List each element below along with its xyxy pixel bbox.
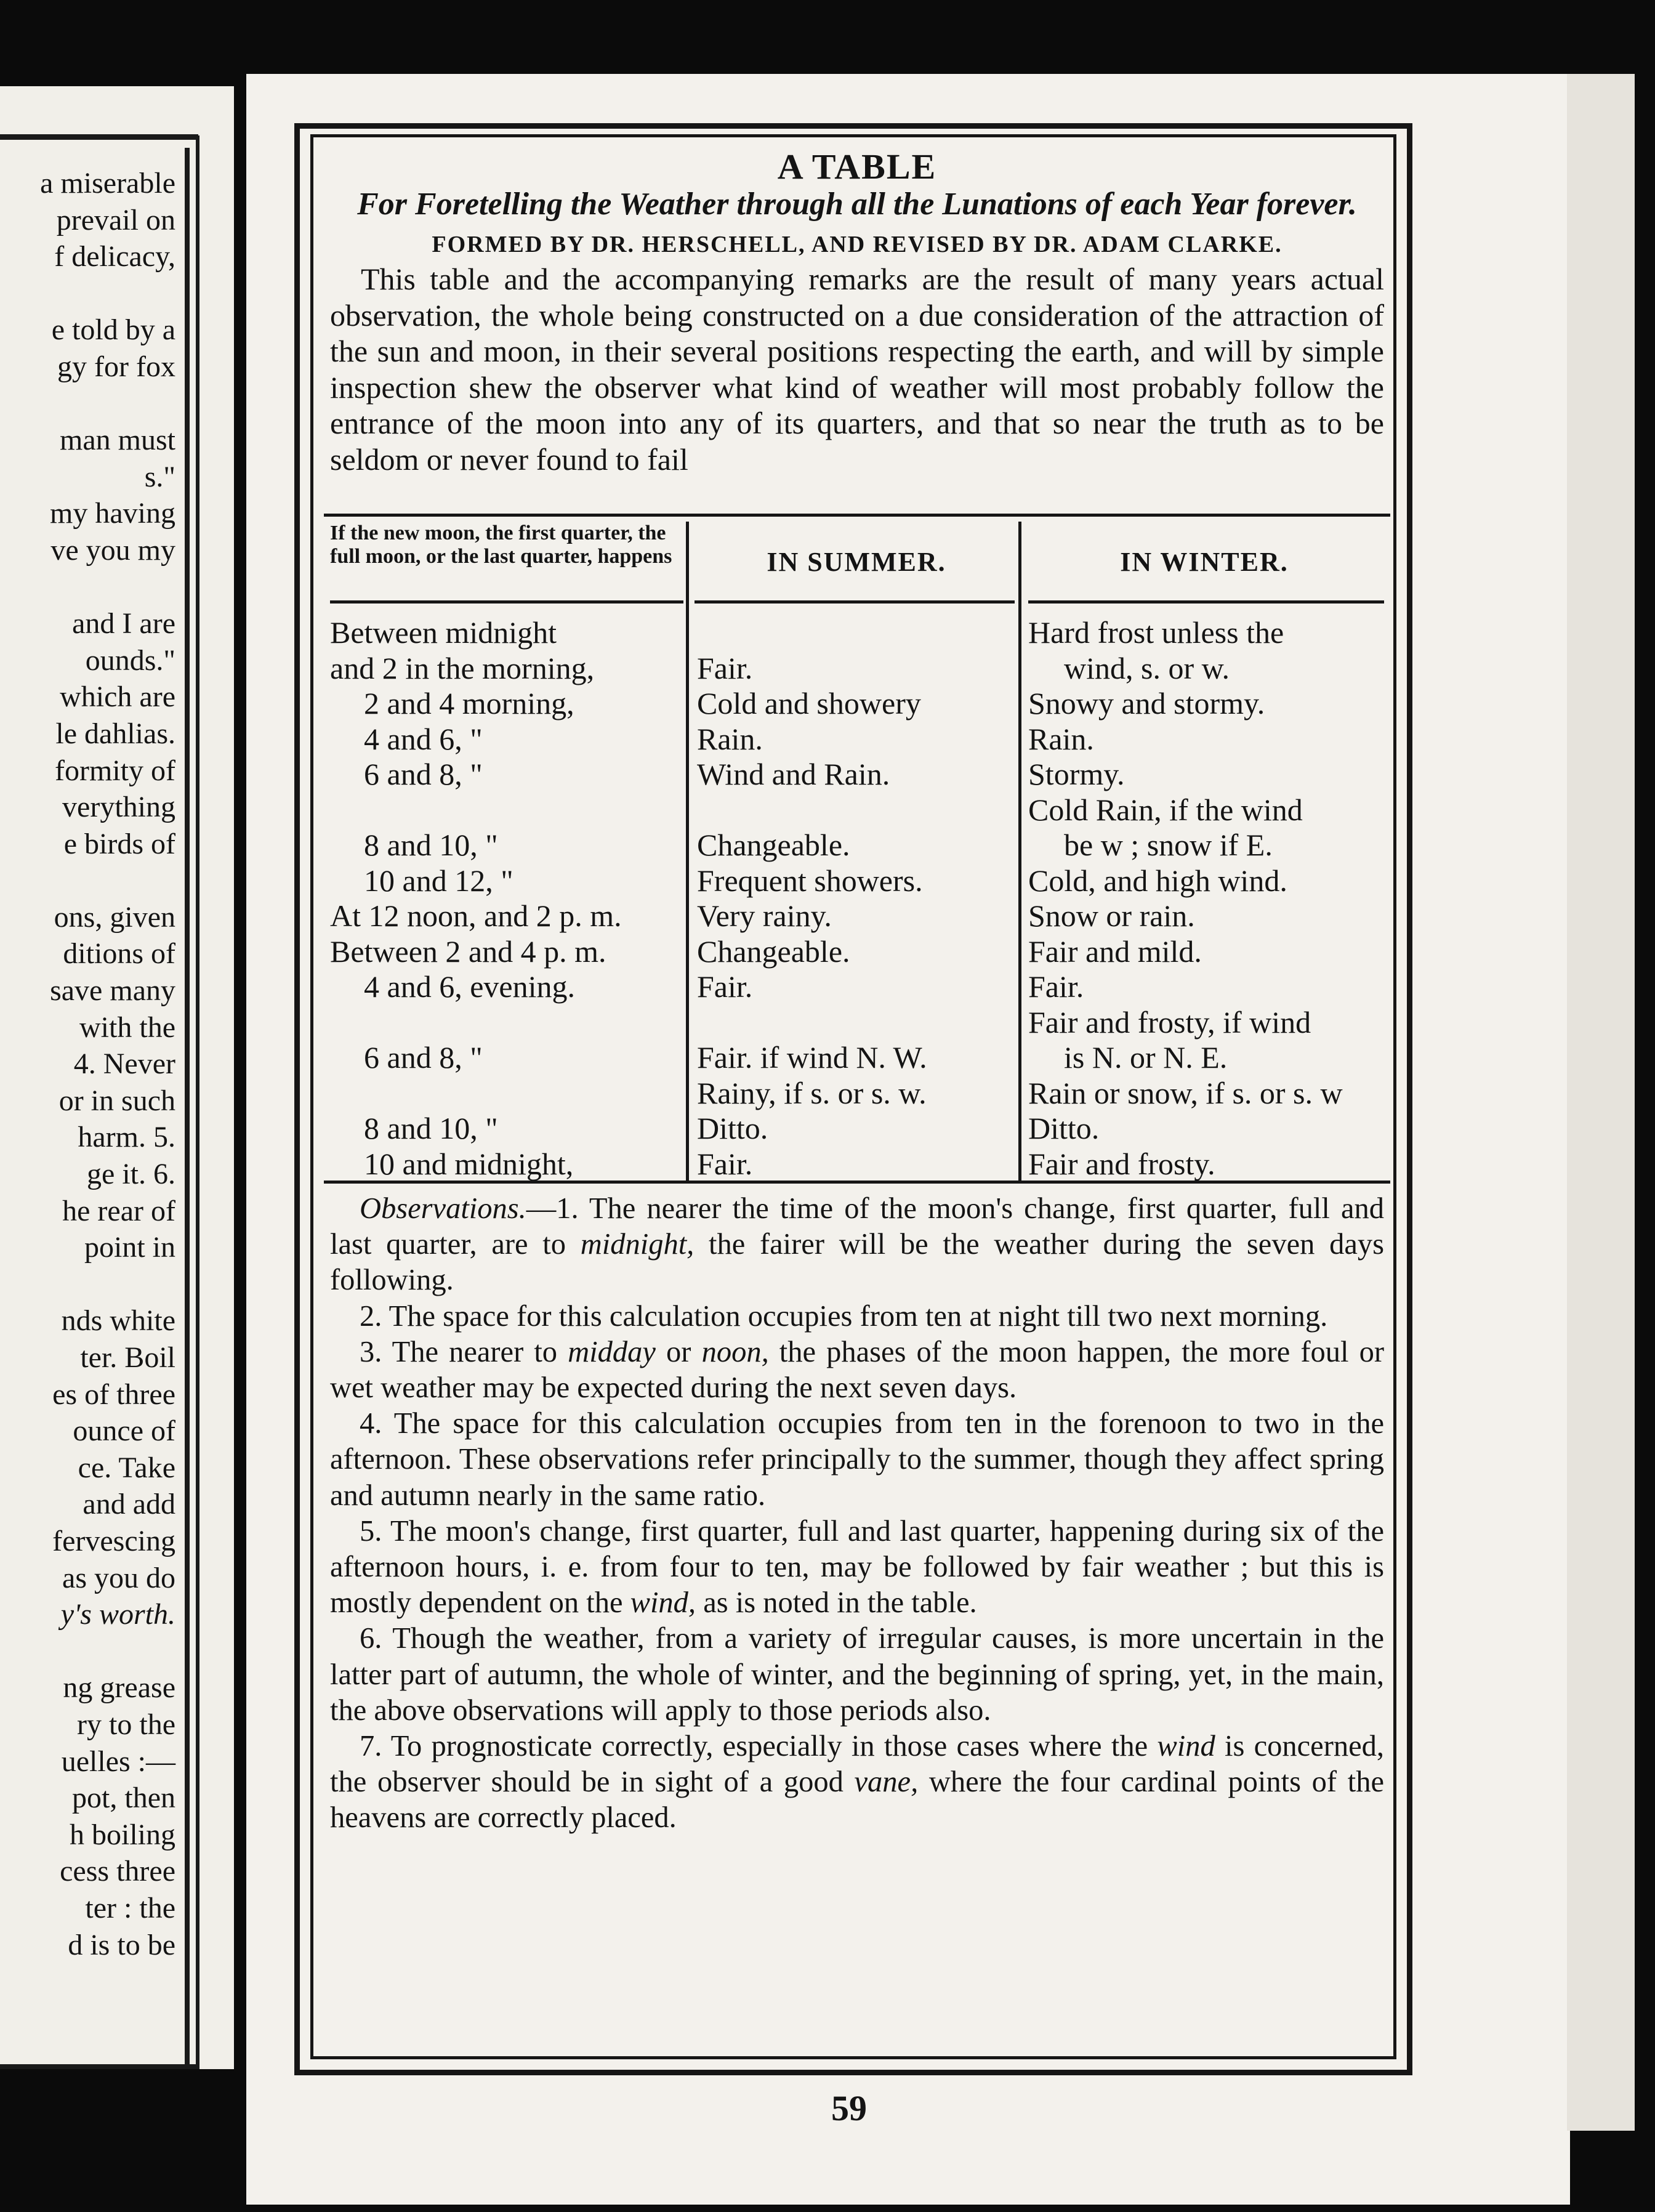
observation-6: 6. Though the weather, from a variety of irregular causes, is more uncertain in the latter part of autumn, the whole of winter, and the beginning of spring, yet, in the main, the above observations will apply to those periods also. xyxy=(330,1622,1384,1727)
observation-3: 3. The nearer to midday or noon, the phases of the moon happen, the more foul or wet weather may be expected during the next seven days. xyxy=(330,1335,1384,1405)
cell-winter: Snow or rain. xyxy=(1028,898,1195,933)
left-page-line: cess three xyxy=(60,1855,175,1888)
left-page-line xyxy=(0,569,175,606)
cell-when: 4 and 6, " xyxy=(364,721,483,756)
cell-when: 6 and 8, " xyxy=(364,757,483,791)
cell-winter: Cold Rain, if the wind xyxy=(1028,792,1303,827)
left-page-line: le dahlias. xyxy=(55,717,175,750)
left-page-line: ce. Take xyxy=(78,1451,175,1484)
cell-summer: Changeable. xyxy=(697,934,850,969)
left-page-line: es of three xyxy=(52,1378,175,1411)
left-page-line: ter : the xyxy=(85,1891,175,1924)
left-page-line xyxy=(0,275,175,312)
observation-4: 4. The space for this calculation occupies from ten in the forenoon to two in the afternoon. These observations refer principally to the summer, though they affect spring and autumn nearly in the same ratio. xyxy=(330,1407,1384,1512)
left-page-line: y's worth. xyxy=(60,1598,175,1631)
cell-summer: Fair. if wind N. W. xyxy=(697,1040,927,1075)
left-page-line: fervescing xyxy=(52,1524,175,1557)
left-page-line: or in such xyxy=(58,1084,175,1117)
table-article xyxy=(330,148,1384,1836)
left-page-border xyxy=(185,148,190,2069)
left-page-border-outer xyxy=(196,135,199,2069)
left-page-line xyxy=(0,862,175,899)
cell-when: 6 and 8, " xyxy=(364,1040,483,1075)
left-page-line xyxy=(0,1266,175,1303)
left-page-line: ng grease xyxy=(63,1671,175,1705)
cell-summer: Fair. xyxy=(697,650,753,685)
page-edge xyxy=(1567,74,1635,2131)
left-page-line: harm. 5. xyxy=(78,1121,175,1154)
header-rule-summer xyxy=(695,600,1015,603)
page-title: A TABLE xyxy=(777,147,937,187)
cell-winter: Cold, and high wind. xyxy=(1028,863,1287,898)
cell-winter: Fair and frosty, if wind xyxy=(1028,1004,1311,1039)
left-page-line: ounds." xyxy=(85,644,175,677)
left-page-line: pot, then xyxy=(72,1782,175,1815)
left-page-line: as you do xyxy=(62,1561,175,1594)
left-page-line: and add xyxy=(83,1488,175,1521)
left-page-line: he rear of xyxy=(62,1194,175,1227)
left-page-line: e birds of xyxy=(63,827,175,860)
cell-winter: Ditto. xyxy=(1028,1111,1100,1145)
cell-summer: Rain. xyxy=(697,721,763,756)
left-page-line: ry to the xyxy=(77,1708,175,1741)
cell-summer: Fair. xyxy=(697,969,753,1004)
left-page-top-rule xyxy=(0,134,198,140)
left-page-line: ter. Boil xyxy=(80,1341,175,1374)
left-page-bottom-rule xyxy=(0,2064,198,2069)
left-page-line: h boiling xyxy=(69,1818,175,1851)
cell-winter: wind, s. or w. xyxy=(1064,650,1230,685)
observation-7: 7. To prognosticate correctly, especially in those cases where the wind is concerned, the observer should be in sight of a good vane, where the four cardinal points of the heavens are correctly placed. xyxy=(330,1730,1384,1835)
cell-summer: Ditto. xyxy=(697,1111,768,1145)
left-page-line: ge it. 6. xyxy=(87,1158,175,1191)
left-page-line: point in xyxy=(84,1231,175,1264)
table-top-rule xyxy=(324,514,1390,517)
cell-summer: Wind and Rain. xyxy=(697,757,890,791)
cell-summer: Rainy, if s. or s. w. xyxy=(697,1075,927,1110)
left-page-line: my having xyxy=(50,497,175,530)
column-header-winter: IN WINTER. xyxy=(1120,547,1289,577)
left-page-line: ditions of xyxy=(63,937,175,971)
page-number: 59 xyxy=(831,2088,867,2128)
cell-when: At 12 noon, and 2 p. m. xyxy=(330,898,622,933)
observations-lead: Observations. xyxy=(360,1192,526,1225)
cell-summer: Very rainy. xyxy=(697,898,832,933)
left-page-line: formity of xyxy=(55,754,175,787)
column-header-summer: IN SUMMER. xyxy=(767,547,946,577)
left-page-line: ounce of xyxy=(73,1415,175,1448)
cell-winter: Fair and frosty. xyxy=(1028,1146,1215,1181)
left-page-line xyxy=(0,1633,175,1670)
observations xyxy=(330,1191,1384,1836)
left-page-line: verything xyxy=(62,791,175,824)
cell-winter: be w ; snow if E. xyxy=(1064,828,1273,862)
cell-winter: Hard frost unless the xyxy=(1028,615,1284,650)
author-credit: FORMED BY DR. HERSCHELL, AND REVISED BY DR. ADAM CLARKE. xyxy=(432,232,1283,257)
left-page-line: prevail on xyxy=(56,203,175,236)
left-page-line: d is to be xyxy=(68,1928,175,1961)
left-page-line: gy for fox xyxy=(57,350,175,383)
left-page-fragment xyxy=(0,86,234,2069)
cell-when: Between midnight xyxy=(330,615,557,650)
weather-table xyxy=(330,522,1384,1181)
left-page-line: nds white xyxy=(61,1304,175,1338)
cell-winter: Fair. xyxy=(1028,969,1084,1004)
left-page-line: which are xyxy=(60,680,175,714)
left-page-line: f delicacy, xyxy=(54,240,175,273)
page-subtitle: For Foretelling the Weather through all the Lunations of each Year forever. xyxy=(357,187,1357,222)
left-page-line: man must xyxy=(60,424,175,457)
observation-5: 5. The moon's change, first quarter, full and last quarter, happening during six of the afternoon hours, i. e. from four to ten, may be followed by fair weather ; but this is mostly dependent on the wind, as is noted in the table. xyxy=(330,1514,1384,1620)
left-page-line xyxy=(0,385,175,422)
cell-when: 10 and 12, " xyxy=(364,863,513,898)
cell-when: 10 and midnight, xyxy=(364,1146,574,1181)
left-page-line: save many xyxy=(50,974,175,1007)
header-rule-winter xyxy=(1028,600,1384,603)
header-rule-when xyxy=(330,600,683,603)
left-page-line: with the xyxy=(79,1011,175,1044)
cell-summer: Fair. xyxy=(697,1146,753,1181)
cell-when: 2 and 4 morning, xyxy=(364,686,574,721)
cell-winter: Fair and mild. xyxy=(1028,934,1202,969)
cell-when: 8 and 10, " xyxy=(364,828,498,862)
cell-summer: Frequent showers. xyxy=(697,863,923,898)
cell-summer: Cold and showery xyxy=(697,686,921,721)
cell-when: Between 2 and 4 p. m. xyxy=(330,934,606,969)
cell-winter: Rain. xyxy=(1028,721,1094,756)
left-page-line: e told by a xyxy=(51,313,175,347)
left-page-line: ons, given xyxy=(54,900,175,934)
observation-2: 2. The space for this calculation occupies from ten at night till two next morning. xyxy=(360,1299,1328,1333)
column-divider-2 xyxy=(1018,522,1021,1181)
cell-when: 4 and 6, evening. xyxy=(364,969,575,1004)
left-page-text xyxy=(0,165,175,1963)
cell-summer: Changeable. xyxy=(697,828,850,862)
cell-winter: is N. or N. E. xyxy=(1064,1040,1228,1075)
left-page-line: ve you my xyxy=(50,533,175,567)
left-page-line: a miserable xyxy=(40,167,175,200)
left-page-line: s." xyxy=(144,460,175,493)
left-page-line: 4. Never xyxy=(73,1047,175,1081)
cell-winter: Snowy and stormy. xyxy=(1028,686,1265,721)
cell-when: 8 and 10, " xyxy=(364,1111,498,1145)
intro-paragraph: This table and the accompanying remarks are the result of many years actual observation, the whole being constructed on a due consideration of the attraction of the sun and moon, in their several positions respecting the earth, and will by simple inspection shew the observer what kind of weather will most probably follow the entrance of the moon into any of its quarters, and that so near the truth as to be seldom or never found to fail xyxy=(330,262,1384,477)
left-page-line: and I are xyxy=(72,607,175,640)
left-page-line: uelles :— xyxy=(61,1745,175,1778)
cell-when: and 2 in the morning, xyxy=(330,650,595,685)
column-header-when: If the new moon, the first quarter, the full moon, or the last quarter, happens xyxy=(330,522,672,568)
observation-1: Observations.—1. The nearer the time of the moon's change, first quarter, full and last quarter, are to midnight, the fairer will be the weather during the seven days following. xyxy=(330,1192,1384,1297)
cell-winter: Rain or snow, if s. or s. w xyxy=(1028,1075,1343,1110)
cell-winter: Stormy. xyxy=(1028,757,1125,791)
